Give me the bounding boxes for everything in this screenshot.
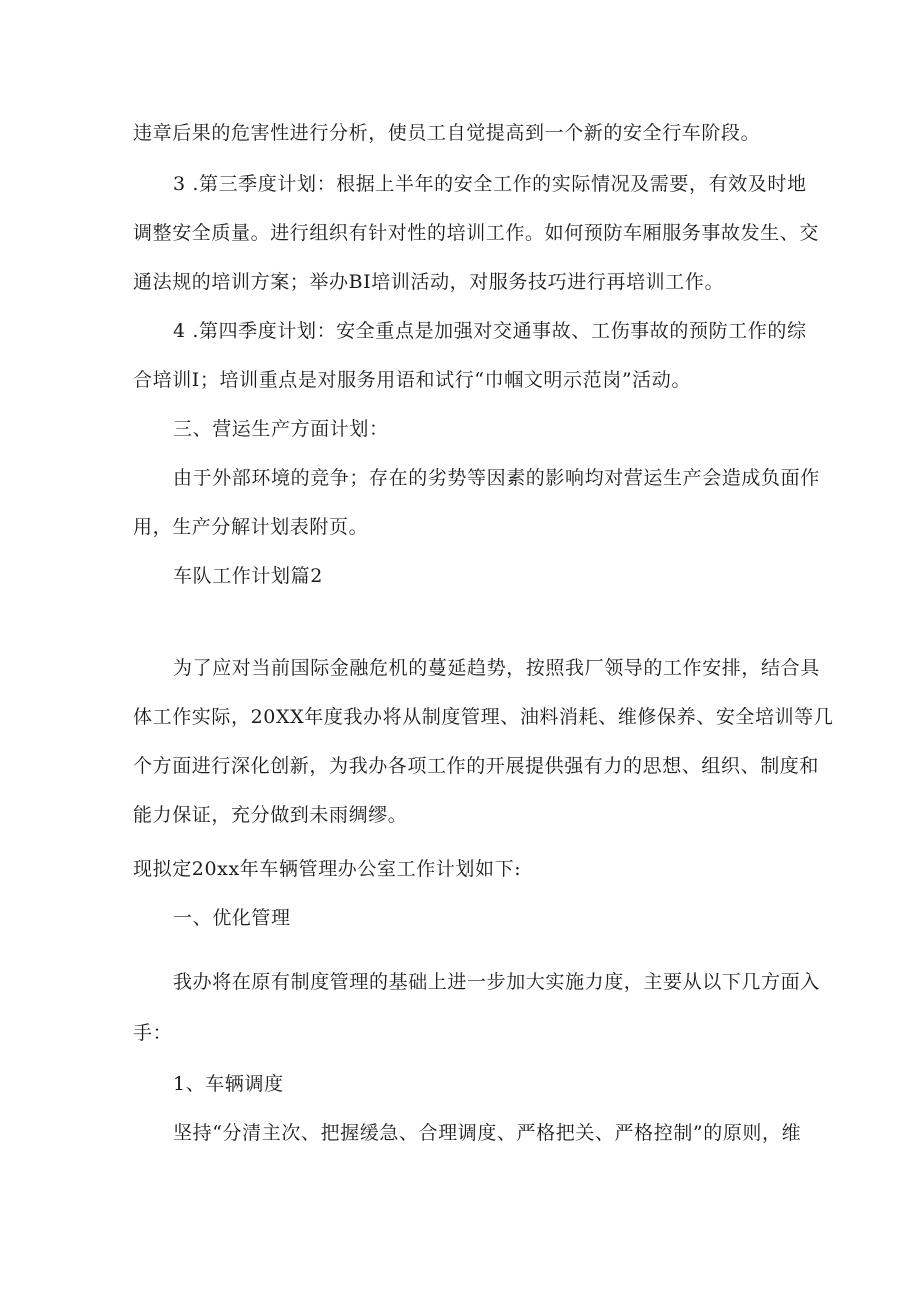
text-line: 由于外部环境的竞争；存在的劣势等因素的影响均对营运生产会造成负面作 [173,467,820,489]
section-heading: 一、优化管理 [173,907,291,929]
text-line: 我办将在原有制度管理的基础上进一步加大实施力度，主要从以下几方面入 [173,971,820,993]
text-line: 手： [133,1022,173,1044]
text-line: 为了应对当前国际金融危机的蔓延趋势，按照我厂领导的工作安排，结合具 [173,657,820,679]
document-title: 车队工作计划篇2 [173,565,323,587]
text-line: 坚持“分清主次、把握缓急、合理调度、严格把关、严格控制”的原则，维 [173,1122,802,1144]
text-line: 通法规的培训方案；举办BI培训活动，对服务技巧进行再培训工作。 [133,271,725,293]
text-line: 合培训I；培训重点是对服务用语和试行“巾帼文明示范岗”活动。 [133,369,691,391]
text-line: 调整安全质量。进行组织有针对性的培训工作。如何预防车厢服务事故发生、交 [133,222,820,244]
text-line: 3 .第三季度计划：根据上半年的安全工作的实际情况及需要，有效及时地 [173,173,807,195]
subsection-heading: 1、车辆调度 [173,1073,284,1095]
section-heading: 三、营运生产方面计划： [173,418,389,440]
text-line: 用，生产分解计划表附页。 [133,516,369,538]
text-line: 4 .第四季度计划：安全重点是加强对交通事故、工伤事故的预防工作的综 [173,320,807,342]
text-line: 体工作实际，20XX年度我办将从制度管理、油料消耗、维修保养、安全培训等几 [133,706,834,728]
text-line: 个方面进行深化创新，为我办各项工作的开展提供强有力的思想、组织、制度和 [133,755,820,777]
text-line: 能力保证，充分做到未雨绸缪。 [133,804,408,826]
text-line: 现拟定20xx年车辆管理办公室工作计划如下: [133,858,522,880]
text-line: 违章后果的危害性进行分析，使员工自觉提高到一个新的安全行车阶段。 [133,122,761,144]
